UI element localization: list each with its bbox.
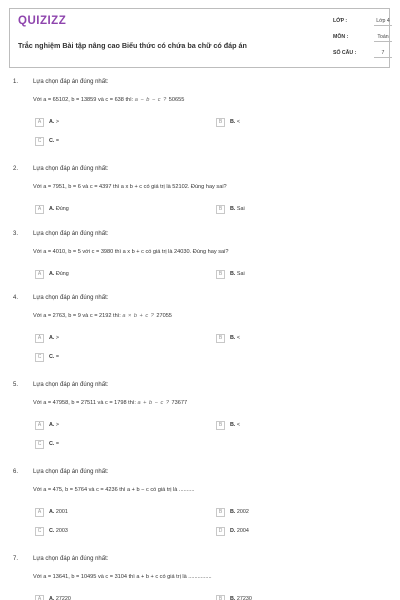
answer-text — [49, 354, 59, 360]
question-stem-text: Với a = 65102, b = 13859 và c = 638 thì: — [33, 97, 134, 103]
answer-value: Đúng — [55, 271, 69, 277]
question-compare-value: 73677 — [171, 400, 188, 406]
answer-checkbox[interactable]: C — [35, 527, 44, 536]
answer-option-c[interactable] — [35, 526, 68, 536]
answer-value: 2001 — [55, 509, 68, 515]
subject-label: MÔN : — [333, 34, 349, 40]
question-number: 5. — [13, 382, 19, 388]
question-stem — [33, 249, 228, 255]
answer-value: Đúng — [55, 206, 69, 212]
question-compare-value: 50655 — [168, 97, 185, 103]
question-expression: a × b + c ? — [122, 313, 157, 319]
question-item — [0, 382, 400, 472]
answer-option-c[interactable] — [35, 352, 59, 362]
answer-value: > — [55, 119, 60, 125]
answer-checkbox[interactable]: C — [35, 353, 44, 362]
answer-text — [49, 441, 59, 447]
answer-option-b[interactable] — [216, 117, 240, 127]
question-stem-text: Với a = 13641, b = 10495 và c = 3104 thì a + b + c có giá trị là ............... — [33, 574, 212, 580]
question-stem — [33, 313, 172, 319]
question-stem-text: Với a = 7951, b = 6 và c = 4397 thì a x b + c có giá trị là 52102. Đúng hay sai? — [33, 184, 227, 190]
question-stem — [33, 574, 212, 580]
question-stem — [33, 487, 194, 493]
answer-checkbox[interactable]: A — [35, 205, 44, 214]
answer-checkbox[interactable]: B — [216, 270, 225, 279]
answer-value: < — [236, 119, 241, 125]
question-prompt: Lựa chọn đáp án đúng nhất: — [33, 231, 109, 237]
answer-label: B. — [230, 422, 236, 428]
question-item — [0, 79, 400, 169]
answer-checkbox[interactable]: B — [216, 118, 225, 127]
answer-value: 27230 — [236, 596, 252, 600]
answer-checkbox[interactable]: A — [35, 270, 44, 279]
question-count-value: 7 — [374, 50, 392, 58]
question-item — [0, 295, 400, 385]
worksheet-header — [9, 8, 390, 68]
answer-checkbox[interactable]: A — [35, 508, 44, 517]
answer-option-d[interactable] — [216, 526, 249, 536]
question-number: 6. — [13, 469, 19, 475]
answer-text — [49, 138, 59, 144]
answer-value: = — [55, 138, 60, 144]
answer-value: > — [55, 335, 60, 341]
answer-checkbox[interactable]: D — [216, 527, 225, 536]
question-stem-text: Với a = 4010, b = 5 với c = 3980 thì a x b + c có giá trị là 24030. Đúng hay sai? — [33, 249, 229, 255]
answer-text — [49, 596, 71, 600]
answer-option-b[interactable] — [216, 594, 252, 600]
answer-value: 27220 — [55, 596, 71, 600]
answer-label: A. — [49, 509, 55, 515]
answer-label: C. — [49, 354, 55, 360]
answer-option-a[interactable] — [35, 420, 59, 430]
answer-label: A. — [49, 596, 55, 600]
answer-text — [49, 271, 69, 277]
answer-label: B. — [230, 119, 236, 125]
answer-option-c[interactable] — [35, 136, 59, 146]
answer-text — [49, 335, 59, 341]
answer-label: C. — [49, 528, 55, 534]
answer-option-a[interactable] — [35, 594, 71, 600]
answer-checkbox[interactable]: B — [216, 334, 225, 343]
answer-option-a[interactable] — [35, 507, 68, 517]
question-prompt: Lựa chọn đáp án đúng nhất: — [33, 295, 109, 301]
answer-text — [49, 509, 68, 515]
answer-option-b[interactable] — [216, 420, 240, 430]
class-label: LỚP : — [333, 18, 348, 24]
answer-value: Sai — [236, 271, 245, 277]
answer-checkbox[interactable]: C — [35, 440, 44, 449]
question-number: 2. — [13, 166, 19, 172]
question-compare-value: 27055 — [156, 313, 172, 319]
page-title: Trắc nghiệm Bài tập nâng cao Biểu thức có chứa ba chữ có đáp án — [18, 41, 247, 50]
answer-value: < — [236, 335, 241, 341]
answer-label: A. — [49, 206, 55, 212]
answer-checkbox[interactable]: A — [35, 334, 44, 343]
answer-checkbox[interactable]: A — [35, 595, 44, 600]
answer-value: 2003 — [55, 528, 68, 534]
answer-text — [49, 119, 59, 125]
answer-value: > — [55, 422, 60, 428]
question-item — [0, 556, 400, 600]
question-prompt: Lựa chọn đáp án đúng nhất: — [33, 166, 109, 172]
answer-text — [230, 206, 245, 212]
answer-label: A. — [49, 271, 55, 277]
answer-text — [230, 335, 240, 341]
answer-text — [49, 422, 59, 428]
answer-label: A. — [49, 119, 55, 125]
answer-value: = — [55, 354, 60, 360]
answer-option-a[interactable] — [35, 333, 59, 343]
answer-option-b[interactable] — [216, 269, 245, 279]
answer-option-b[interactable] — [216, 204, 245, 214]
question-number: 1. — [13, 79, 19, 85]
answer-label: D. — [230, 528, 236, 534]
question-stem-text: Với a = 475, b = 5764 và c = 4236 thì a + b − c có giá trị là .......... — [33, 487, 195, 493]
answer-option-b[interactable] — [216, 507, 249, 517]
question-number: 7. — [13, 556, 19, 562]
answer-label: B. — [230, 335, 236, 341]
answer-checkbox[interactable]: A — [35, 118, 44, 127]
answer-label: B. — [230, 206, 236, 212]
quizizz-logo: QUIZIZZ — [18, 15, 67, 27]
answer-option-a[interactable] — [35, 117, 59, 127]
answer-text — [230, 422, 240, 428]
answer-label: A. — [49, 335, 55, 341]
answer-value: 2004 — [236, 528, 249, 534]
answer-checkbox[interactable]: A — [35, 421, 44, 430]
question-prompt: Lựa chọn đáp án đúng nhất: — [33, 382, 109, 388]
answer-option-a[interactable] — [35, 269, 69, 279]
answer-label: B. — [230, 509, 236, 515]
answer-value: Sai — [236, 206, 245, 212]
answer-label: C. — [49, 138, 55, 144]
answer-checkbox[interactable]: B — [216, 205, 225, 214]
question-stem — [33, 400, 187, 406]
question-count-label: SỐ CÂU : — [333, 50, 357, 56]
answer-label: B. — [230, 596, 236, 600]
question-number: 4. — [13, 295, 19, 301]
answer-value: = — [55, 441, 60, 447]
answer-option-c[interactable] — [35, 439, 59, 449]
question-prompt: Lựa chọn đáp án đúng nhất: — [33, 469, 109, 475]
answer-checkbox[interactable]: C — [35, 137, 44, 146]
answer-text — [230, 509, 249, 515]
class-value: Lớp 4 — [374, 18, 392, 26]
answer-option-b[interactable] — [216, 333, 240, 343]
question-stem-text: Với a = 2763, b = 9 và c = 2192 thì: — [33, 313, 121, 319]
question-expression: a + b − c ? — [137, 400, 172, 406]
answer-text — [230, 271, 245, 277]
answer-label: C. — [49, 441, 55, 447]
question-stem-text: Với a = 47958, b = 27511 và c = 1798 thì: — [33, 400, 136, 406]
subject-value: Toán — [374, 34, 392, 42]
answer-text — [49, 528, 68, 534]
answer-checkbox[interactable]: B — [216, 508, 225, 517]
question-expression: a − b − c ? — [134, 97, 169, 103]
answer-value: < — [236, 422, 241, 428]
question-prompt: Lựa chọn đáp án đúng nhất: — [33, 556, 109, 562]
question-item — [0, 469, 400, 559]
answer-label: B. — [230, 271, 236, 277]
answer-text — [230, 596, 252, 600]
answer-value: 2002 — [236, 509, 249, 515]
answer-option-a[interactable] — [35, 204, 69, 214]
answer-label: A. — [49, 422, 55, 428]
question-prompt: Lựa chọn đáp án đúng nhất: — [33, 79, 109, 85]
question-stem — [33, 97, 184, 103]
question-number: 3. — [13, 231, 19, 237]
question-stem — [33, 184, 227, 190]
answer-text — [49, 206, 69, 212]
answer-checkbox[interactable]: B — [216, 421, 225, 430]
answer-checkbox[interactable]: B — [216, 595, 225, 600]
answer-text — [230, 119, 240, 125]
answer-text — [230, 528, 249, 534]
